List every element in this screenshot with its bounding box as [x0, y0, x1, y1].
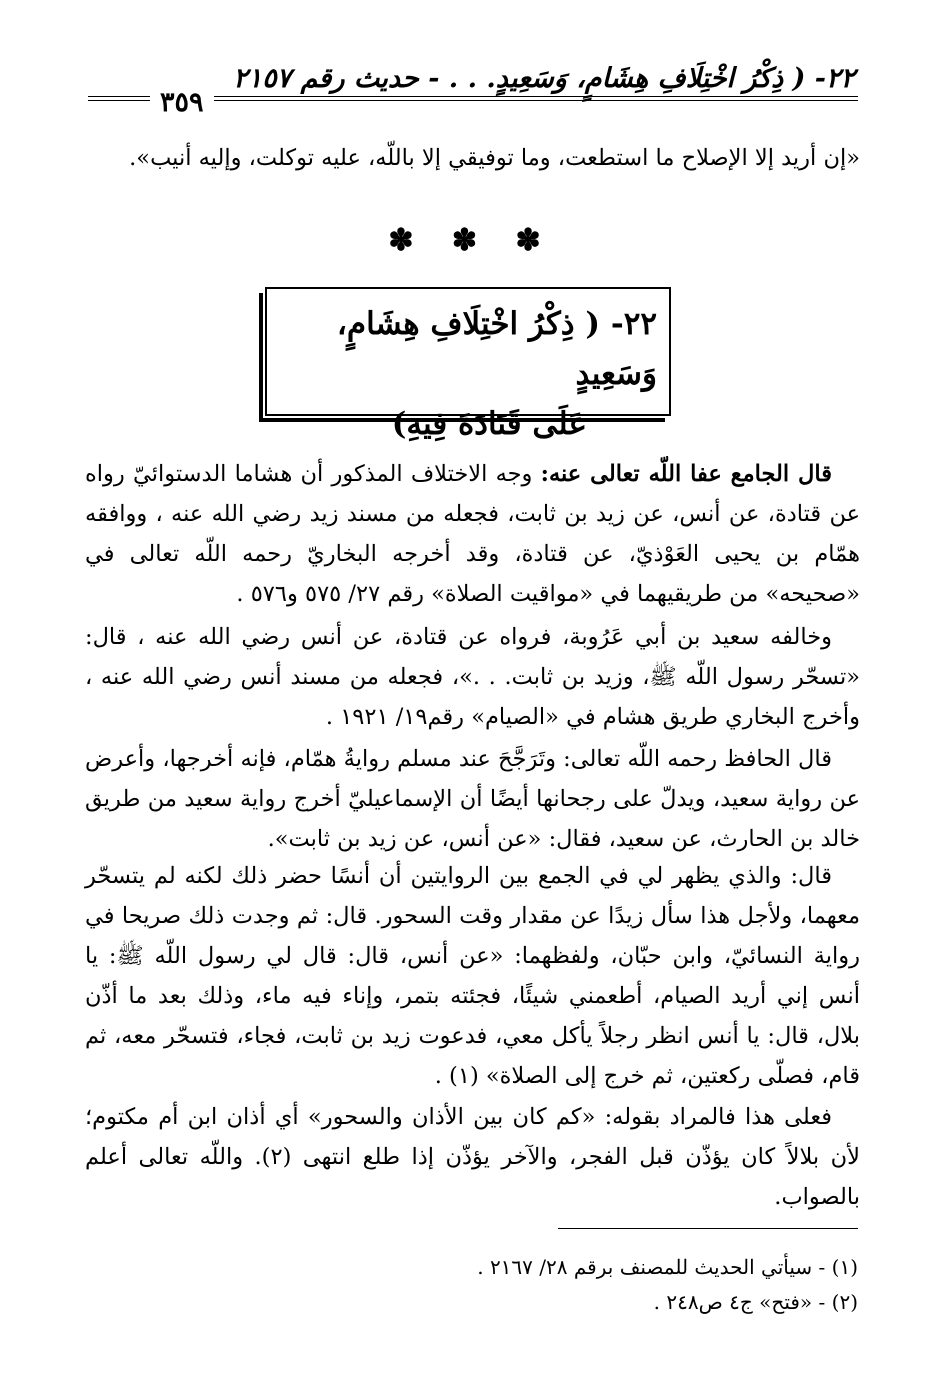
paragraph-1 — [85, 454, 860, 614]
paragraph-4: قال: والذي يظهر لي في الجمع بين الروايتين أن أنسًا حضر ذلك لكنه لم يتسحّر معهما، ولأجل هذا سأل زيدًا عن مقدار وقت السحور. قال: ثم وجدت ذلك صريحا في رواية النسائيّ، وابن حبّان، ولفظهما: «عن أنس، قال: قال لي رسول اللّه ﷺ: يا أنس إني أريد الصيام، أطعمني شيئًا، فجئته بتمر، وإناء فيه ماء، وذلك بعد ما أذّن بلال، قال: يا أنس انظر رجلاً يأكل معي، فدعوت زيد بن ثابت، فجاء، فتسحّر معه، ثم قام، فصلّى ركعتين، ثم خرج إلى الصلاة» (١) . — [85, 863, 860, 1089]
footnote-rule — [558, 1228, 858, 1229]
footnote-2: (٢) - «فتح» ج٤ ص٢٤٨ . — [653, 1290, 858, 1314]
paragraph-lead: قال الجامع عفا اللّه تعالى عنه: — [540, 461, 832, 487]
chapter-heading-line1: ٢٢- ( ذِكْرُ اخْتِلَافِ هِشَامٍ، وَسَعِيدٍ — [336, 306, 657, 392]
paragraph-2: وخالفه سعيد بن أبي عَرُوبة، فرواه عن قتادة، عن أنس رضي الله عنه ، قال: «تسحّر رسول اللّه ﷺ، وزيد بن ثابت. . .»، فجعله من مسند أنس رضي الله عنه ، وأخرج البخاري طريق هشام في «الصيام» رقم١٩/ ١٩٢١ . — [85, 624, 860, 730]
paragraph-5: فعلى هذا فالمراد بقوله: «كم كان بين الأذان والسحور» أي أذان ابن أم مكتوم؛ لأن بلالاً كان يؤذّن قبل الفجر، والآخر يؤذّن إذا طلع انتهى (٢). واللّه تعالى أعلم بالصواب. — [85, 1104, 860, 1210]
running-title: ٢٢- ( ذِكْرُ اخْتِلَافِ هِشَامٍ، وَسَعِيدٍ. . . - حديث رقم ٢١٥٧ — [233, 63, 855, 94]
paragraph-text: وجه الاختلاف المذكور أن هشاما الدستوائيّ رواه عن قتادة، عن أنس، عن زيد بن ثابت، فجعله من مسند زيد رضي الله عنه ، ووافقه همّام بن يحيى العَوْذيّ، عن قتادة، وقد أخرجه البخاريّ رحمه اللّه تعالى في «صحيحه» من طريقيهما في «مواقيت الصلاة» رقم ٢٧/ ٥٧٥ و٥٧٦ . — [85, 461, 860, 607]
footnote-1: (١) - سيأتي الحديث للمصنف برقم ٢٨/ ٢١٦٧ . — [477, 1255, 858, 1279]
page-number: ٣٥٩ — [150, 88, 214, 118]
chapter-heading-box — [265, 287, 671, 442]
section-separator: ✽ ✽ ✽ — [388, 223, 555, 258]
intro-quote: «إن أريد إلا الإصلاح ما استطعت، وما توفيقي إلا باللّه، عليه توكلت، وإليه أنيب». — [129, 145, 860, 171]
chapter-heading-line2: عَلَى قَتَادَةَ فِيهِ) — [391, 406, 587, 442]
chapter-heading — [275, 299, 657, 449]
paragraph-3: قال الحافظ رحمه اللّه تعالى: وتَرَجَّحَ عند مسلم روايةُ همّام، فإنه أخرجها، وأعرض عن رواية سعيد، ويدلّ على رجحانها أيضًا أن الإسماعيليّ أخرج رواية سعيد من طريق خالد بن الحارث، عن سعيد، فقال: «عن أنس، عن زيد بن ثابت». — [85, 746, 860, 852]
